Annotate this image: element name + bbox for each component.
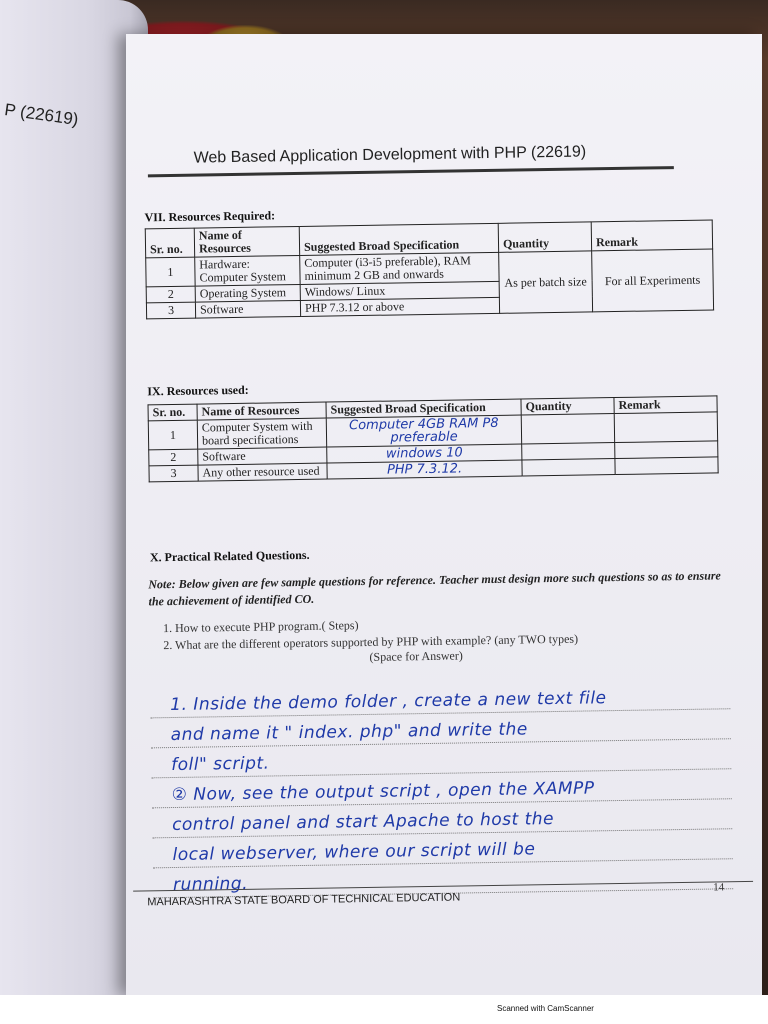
cell-name: Operating System (195, 284, 300, 302)
cell-sr: 3 (146, 302, 195, 319)
document-title: Web Based Application Development with PHP (22619) (193, 143, 587, 167)
col-quantity: Quantity (521, 398, 614, 415)
cell-spec: Windows/ Linux (300, 281, 499, 300)
section9-heading: IX. Resources used: (147, 382, 249, 399)
cell-remark (614, 412, 717, 443)
col-spec: Suggested Broad Specification (299, 223, 498, 255)
resources-required-table (145, 219, 714, 319)
col-remark: Remark (614, 396, 717, 414)
teacher-note: Note: Below given are few sample questions for reference. Teacher must design more such questions so as to ensure the achievement of identified CO. (148, 568, 721, 609)
col-spec: Suggested Broad Specification (326, 399, 521, 418)
answer-text: local webserver, where our script will be (172, 839, 536, 866)
col-name: Name of Resources (197, 402, 326, 420)
cell-remark: For all Experiments (592, 249, 714, 312)
cell-remark (615, 457, 718, 475)
cell-spec: Computer (i3-i5 preferable), RAM minimum 2 GB and onwards (300, 252, 499, 284)
cell-sr: 1 (146, 257, 195, 287)
right-book-page (126, 34, 762, 995)
answer-text: ② Now, see the output script , open the XAMPP (171, 778, 595, 806)
cell-quantity: As per batch size (499, 251, 593, 313)
col-quantity: Quantity (498, 222, 591, 252)
section10-heading: X. Practical Related Questions. (149, 547, 310, 565)
cell-remark (615, 441, 718, 459)
left-running-head: P (22619) (3, 100, 80, 130)
cell-spec-handwritten: windows 10 (327, 444, 522, 463)
cell-quantity (522, 443, 615, 460)
camscanner-watermark: Scanned with CamScanner (497, 1004, 594, 1013)
cell-quantity (522, 459, 615, 476)
cell-name: Software (198, 447, 327, 465)
title-rule (148, 166, 674, 177)
cell-quantity (521, 414, 614, 444)
col-remark: Remark (591, 220, 712, 251)
answer-text: foll" script. (171, 753, 270, 776)
answer-text: control panel and start Apache to host the (171, 809, 555, 836)
cell-spec-handwritten: PHP 7.3.12. (327, 460, 522, 479)
answer-text: 1. Inside the demo folder , create a new text file (170, 688, 607, 716)
questions-list (163, 614, 578, 655)
col-sr-no: Sr. no. (145, 228, 194, 258)
space-for-answer-label: (Space for Answer) (369, 648, 463, 664)
page-content (120, 29, 768, 995)
handwritten-answer (150, 679, 733, 898)
col-name: Name of Resources (194, 226, 299, 257)
section7-heading: VII. Resources Required: (144, 208, 276, 225)
cell-sr: 2 (146, 286, 195, 303)
col-sr-no: Sr. no. (148, 404, 197, 421)
cell-name: Any other resource used (198, 463, 327, 481)
resources-used-table (148, 395, 719, 482)
question-item: 1. How to execute PHP program.( Steps) (162, 618, 359, 636)
footer-board-name: MAHARASHTRA STATE BOARD OF TECHNICAL EDUCATION (147, 891, 461, 909)
question-item: 2. What are the different operators supported by PHP with example? (any TWO types) (163, 631, 579, 653)
cell-sr: 2 (149, 449, 198, 466)
answer-text: running. (172, 873, 249, 896)
cell-spec: PHP 7.3.12 or above (300, 297, 499, 316)
cell-name: Software (195, 300, 300, 318)
cell-sr: 1 (148, 420, 197, 450)
cell-spec-handwritten: Computer 4GB RAM P8 preferable (326, 415, 521, 447)
cell-name: Hardware: Computer System (195, 255, 300, 286)
cell-name: Computer System with board specifications (197, 418, 326, 449)
page-number: 14 (713, 881, 725, 894)
cell-sr: 3 (149, 465, 198, 482)
answer-text: and name it " index. php" and write the (170, 719, 528, 746)
